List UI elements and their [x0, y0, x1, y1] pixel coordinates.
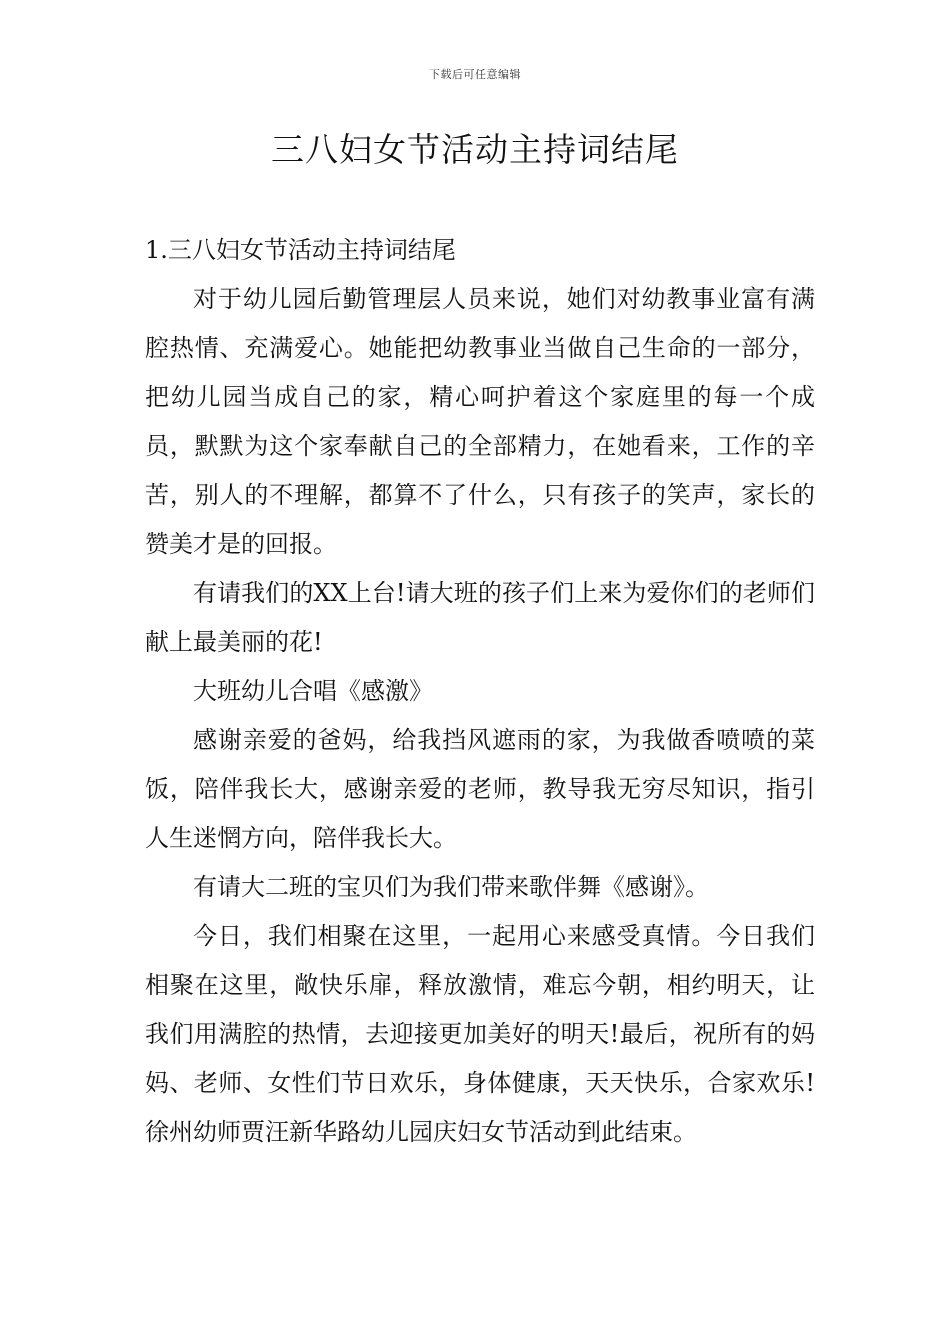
paragraph: 大班幼儿合唱《感激》 — [193, 677, 433, 705]
document-body — [145, 226, 815, 1157]
paragraph: 有请大二班的宝贝们为我们带来歌伴舞《感谢》。 — [193, 873, 709, 901]
paragraph: 感谢亲爱的爸妈，给我挡风遮雨的家，为我做香喷喷的菜饭，陪伴我长大，感谢亲爱的老师，教导我无穷尽知识，指引人生迷惘方向，陪伴我长大。 — [145, 726, 815, 852]
paragraph: 今日，我们相聚在这里，一起用心来感受真情。今日我们相聚在这里，敞快乐扉，释放激情，难忘今朝，相约明天，让我们用满腔的热情，去迎接更加美好的明天!最后，祝所有的妈妈、老师、女性们节日欢乐，身体健康，天天快乐，合家欢乐!徐州幼师贾汪新华路幼儿园庆妇女节活动到此结束。 — [145, 922, 815, 1146]
section-heading: 1.三八妇女节活动主持词结尾 — [145, 236, 456, 264]
header-note: 下载后可任意编辑 — [429, 68, 521, 81]
paragraph: 有请我们的XX上台!请大班的孩子们上来为爱你们的老师们献上最美丽的花! — [145, 579, 815, 656]
document-title: 三八妇女节活动主持词结尾 — [271, 130, 679, 169]
paragraph: 对于幼儿园后勤管理层人员来说，她们对幼教事业富有满腔热情、充满爱心。她能把幼教事业当做自己生命的一部分，把幼儿园当成自己的家，精心呵护着这个家庭里的每一个成员，默默为这个家奉献自己的全部精力，在她看来，工作的辛苦，别人的不理解，都算不了什么，只有孩子的笑声，家长的赞美才是的回报。 — [145, 285, 815, 558]
